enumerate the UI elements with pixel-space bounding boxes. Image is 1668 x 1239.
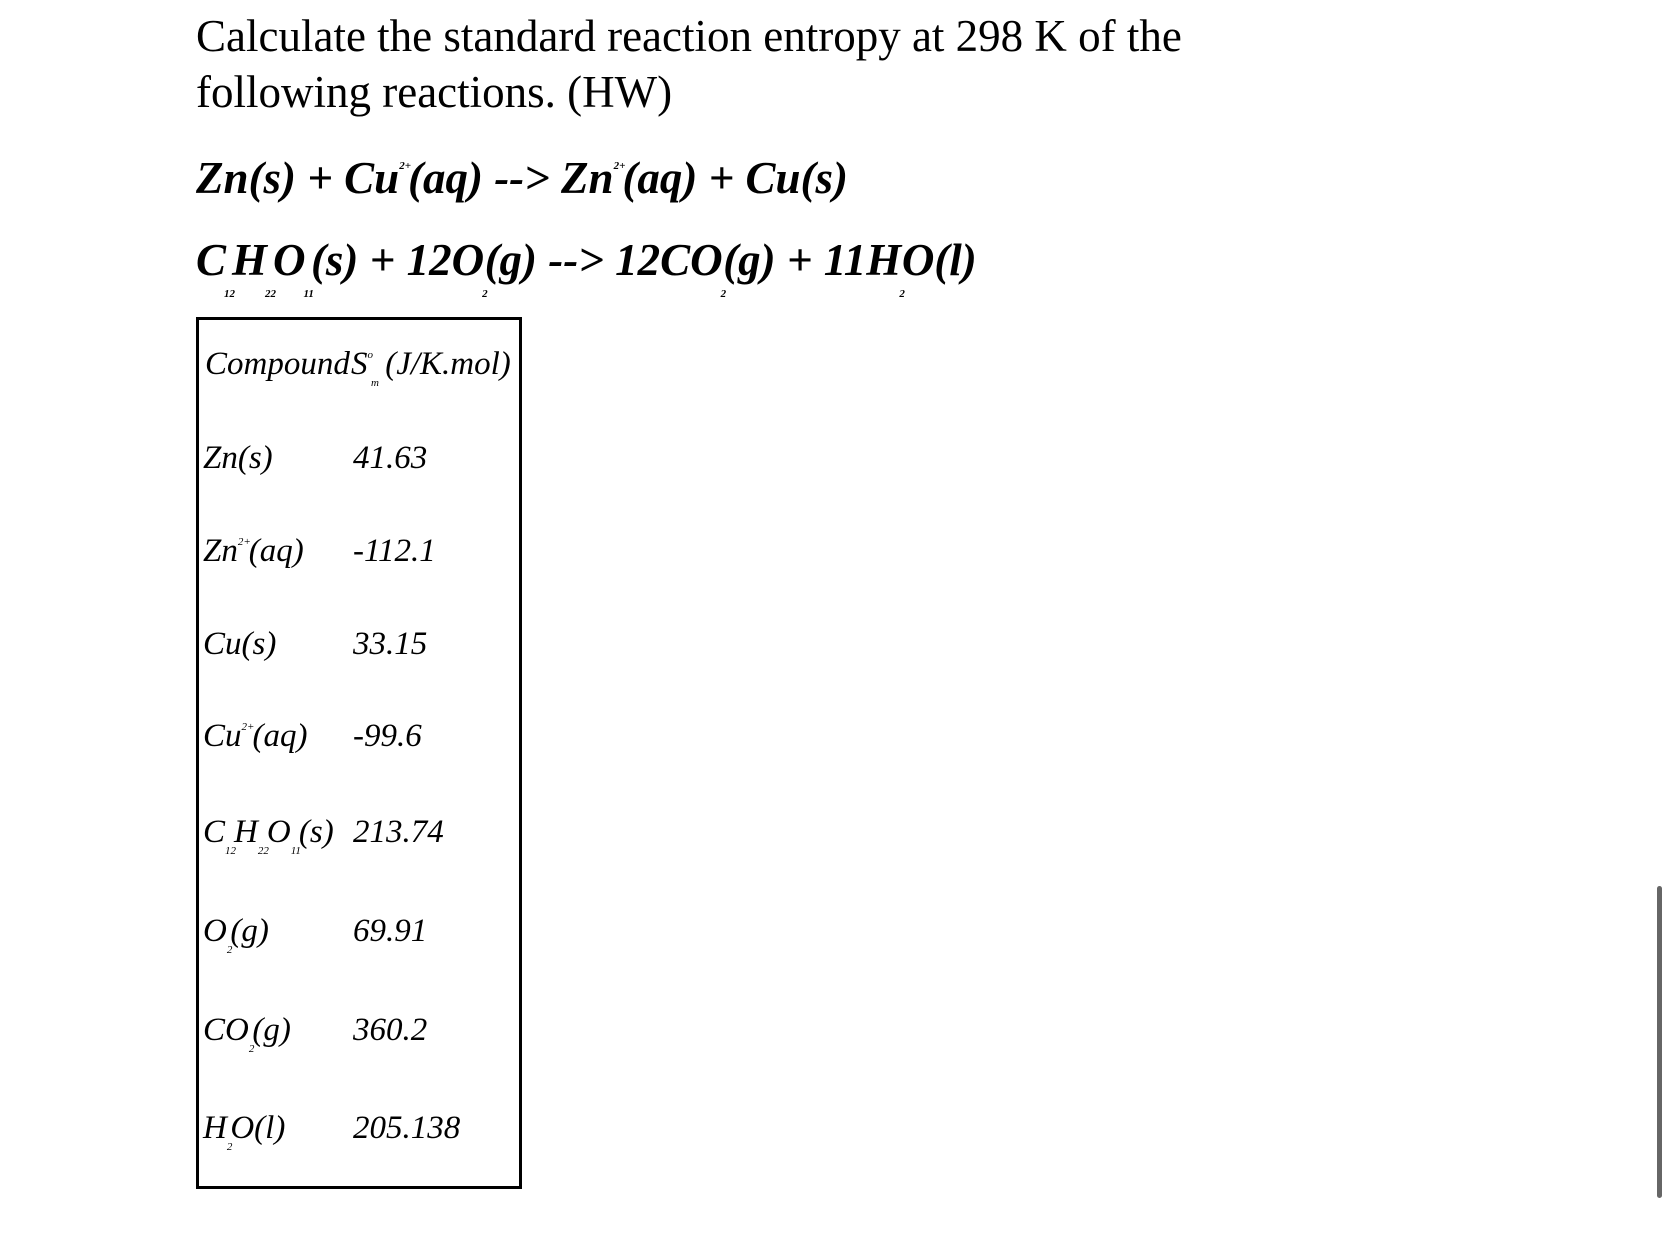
question-line-1: Calculate the standard reaction entropy at 298 K of the — [196, 11, 1182, 61]
value-cell: 205.138 — [353, 1110, 461, 1146]
reaction-1-equation: $Zn(s) + Cu^{2+}(aq)$ --> $Zn^{2+}(aq) + Cu(s)$ — [196, 153, 848, 203]
question-text — [196, 8, 1396, 120]
compound-cell: $C_{12}H_{22}O_{11}(s)$ — [203, 814, 334, 857]
compound-cell: $Cu^{2+}(aq)$ — [203, 718, 308, 754]
value-cell: 33.15 — [353, 626, 428, 662]
vertical-scrollbar[interactable] — [1657, 886, 1662, 1198]
value-cell: -99.6 — [353, 718, 422, 754]
question-line-2: following reactions. (HW) — [196, 67, 673, 117]
reaction-2-equation: $C_{12}H_{22}O_{11}(s) + 12O_2(g)$ --> $12CO_2(g) + 11H_2O(l)$ — [196, 235, 977, 300]
compound-cell: Zn(s) — [203, 440, 273, 476]
entropy-table — [196, 317, 522, 1189]
compound-cell: $CO_2(g)$ — [203, 1012, 291, 1055]
compound-cell: Cu(s) — [203, 626, 277, 662]
value-cell: 360.2 — [353, 1012, 428, 1048]
compound-cell: $H_2O(l)$ — [203, 1110, 286, 1153]
header-entropy: $S^o_m$ (J/K.mol) — [351, 346, 511, 389]
compound-cell: $O_2(g)$ — [203, 913, 269, 956]
value-cell: -112.1 — [353, 533, 436, 569]
header-compound: Compound — [205, 346, 350, 382]
compound-cell: $Zn^{2+}(aq)$ — [203, 533, 304, 569]
value-cell: 41.63 — [353, 440, 428, 476]
value-cell: 69.91 — [353, 913, 428, 949]
value-cell: 213.74 — [353, 814, 444, 850]
